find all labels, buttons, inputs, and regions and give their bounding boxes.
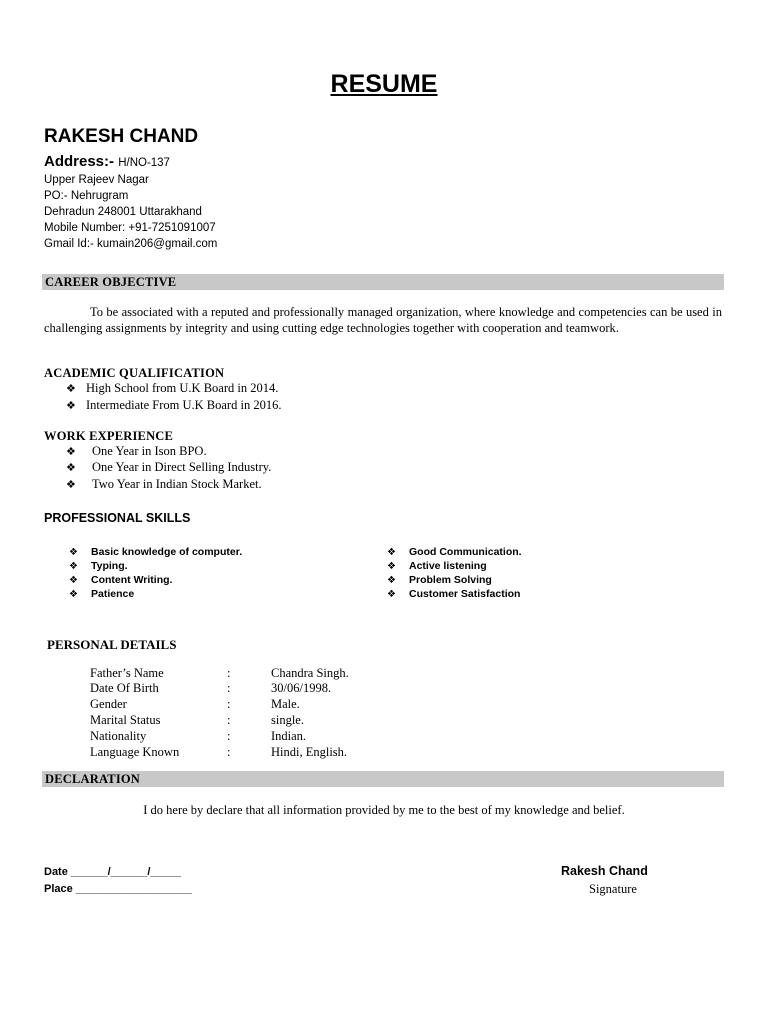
diamond-bullet-icon: ❖ <box>66 446 76 458</box>
address-first-line <box>44 153 170 170</box>
diamond-bullet-icon: ❖ <box>69 589 78 600</box>
academic-heading: ACADEMIC QUALIFICATION <box>44 366 225 380</box>
diamond-bullet-icon: ❖ <box>66 479 76 491</box>
detail-label: Father’s Name <box>90 666 164 680</box>
skill-item: ❖ Patience <box>69 588 135 600</box>
skill-item: ❖ Customer Satisfaction <box>387 588 521 600</box>
skill-item: ❖ Problem Solving <box>387 574 492 586</box>
mobile-number: Mobile Number: +91-7251091007 <box>44 222 216 234</box>
career-objective-bar <box>42 274 724 290</box>
diamond-bullet-icon: ❖ <box>66 383 76 395</box>
career-objective-text: To be associated with a reputed and professionally managed organization, where knowledge and competencies can be used in challenging assignments by integrity and using cutting edge technologies together with cooperation and teamwork. <box>44 305 722 335</box>
detail-value: Indian. <box>271 729 307 743</box>
address-line: PO:- Nehrugram <box>44 190 129 202</box>
detail-value: Chandra Singh. <box>271 666 349 680</box>
work-experience-heading: WORK EXPERIENCE <box>44 429 174 443</box>
detail-separator: : <box>227 666 231 680</box>
skill-item: ❖ Good Communication. <box>387 546 522 558</box>
detail-value: 30/06/1998. <box>271 681 332 695</box>
detail-separator: : <box>227 729 231 743</box>
declaration-heading: DECLARATION <box>45 772 141 786</box>
place-field: Place ___________________ <box>44 883 193 895</box>
declaration-bar <box>42 771 724 787</box>
address-line: Dehradun 248001 Uttarakhand <box>44 206 202 218</box>
address-house-number: H/NO-137 <box>118 157 170 169</box>
skill-item: ❖ Active listening <box>387 560 487 572</box>
diamond-bullet-icon: ❖ <box>69 561 78 572</box>
detail-label: Gender <box>90 697 127 711</box>
detail-label: Marital Status <box>90 713 161 727</box>
professional-skills-heading: PROFESSIONAL SKILLS <box>44 511 191 525</box>
detail-value: Male. <box>271 697 300 711</box>
list-item: ❖ Two Year in Indian Stock Market. <box>66 477 262 491</box>
email-address: Gmail Id:- kumain206@gmail.com <box>44 238 218 250</box>
list-item: ❖ High School from U.K Board in 2014. <box>66 381 279 395</box>
list-item: ❖ One Year in Direct Selling Industry. <box>66 460 272 474</box>
diamond-bullet-icon: ❖ <box>69 575 78 586</box>
signer-name: Rakesh Chand <box>561 864 648 878</box>
skill-item: ❖ Content Writing. <box>69 574 173 586</box>
detail-label: Language Known <box>90 745 180 759</box>
date-field: Date ______/______/_____ <box>44 866 182 878</box>
list-item: ❖ Intermediate From U.K Board in 2016. <box>66 398 282 412</box>
address-label: Address:- <box>44 153 115 170</box>
diamond-bullet-icon: ❖ <box>387 589 396 600</box>
diamond-bullet-icon: ❖ <box>387 547 396 558</box>
skill-item: ❖ Typing. <box>69 560 128 572</box>
declaration-text: I do here by declare that all information provided by me to the best of my knowledge and belief. <box>143 803 625 817</box>
diamond-bullet-icon: ❖ <box>66 462 76 474</box>
address-line: Upper Rajeev Nagar <box>44 174 149 186</box>
signature-label: Signature <box>589 882 637 896</box>
detail-separator: : <box>227 713 231 727</box>
resume-title: RESUME <box>330 70 438 98</box>
diamond-bullet-icon: ❖ <box>387 561 396 572</box>
detail-separator: : <box>227 745 231 759</box>
diamond-bullet-icon: ❖ <box>69 547 78 558</box>
detail-value: single. <box>271 713 304 727</box>
personal-details-heading: PERSONAL DETAILS <box>47 637 177 652</box>
career-objective-heading: CAREER OBJECTIVE <box>45 275 177 289</box>
list-item: ❖ One Year in Ison BPO. <box>66 444 207 458</box>
detail-separator: : <box>227 681 231 695</box>
detail-label: Nationality <box>90 729 147 743</box>
skill-item: ❖ Basic knowledge of computer. <box>69 546 243 558</box>
diamond-bullet-icon: ❖ <box>66 400 76 412</box>
detail-separator: : <box>227 697 231 711</box>
candidate-name: RAKESH CHAND <box>44 126 199 147</box>
detail-label: Date Of Birth <box>90 681 159 695</box>
diamond-bullet-icon: ❖ <box>387 575 396 586</box>
detail-value: Hindi, English. <box>271 745 348 759</box>
